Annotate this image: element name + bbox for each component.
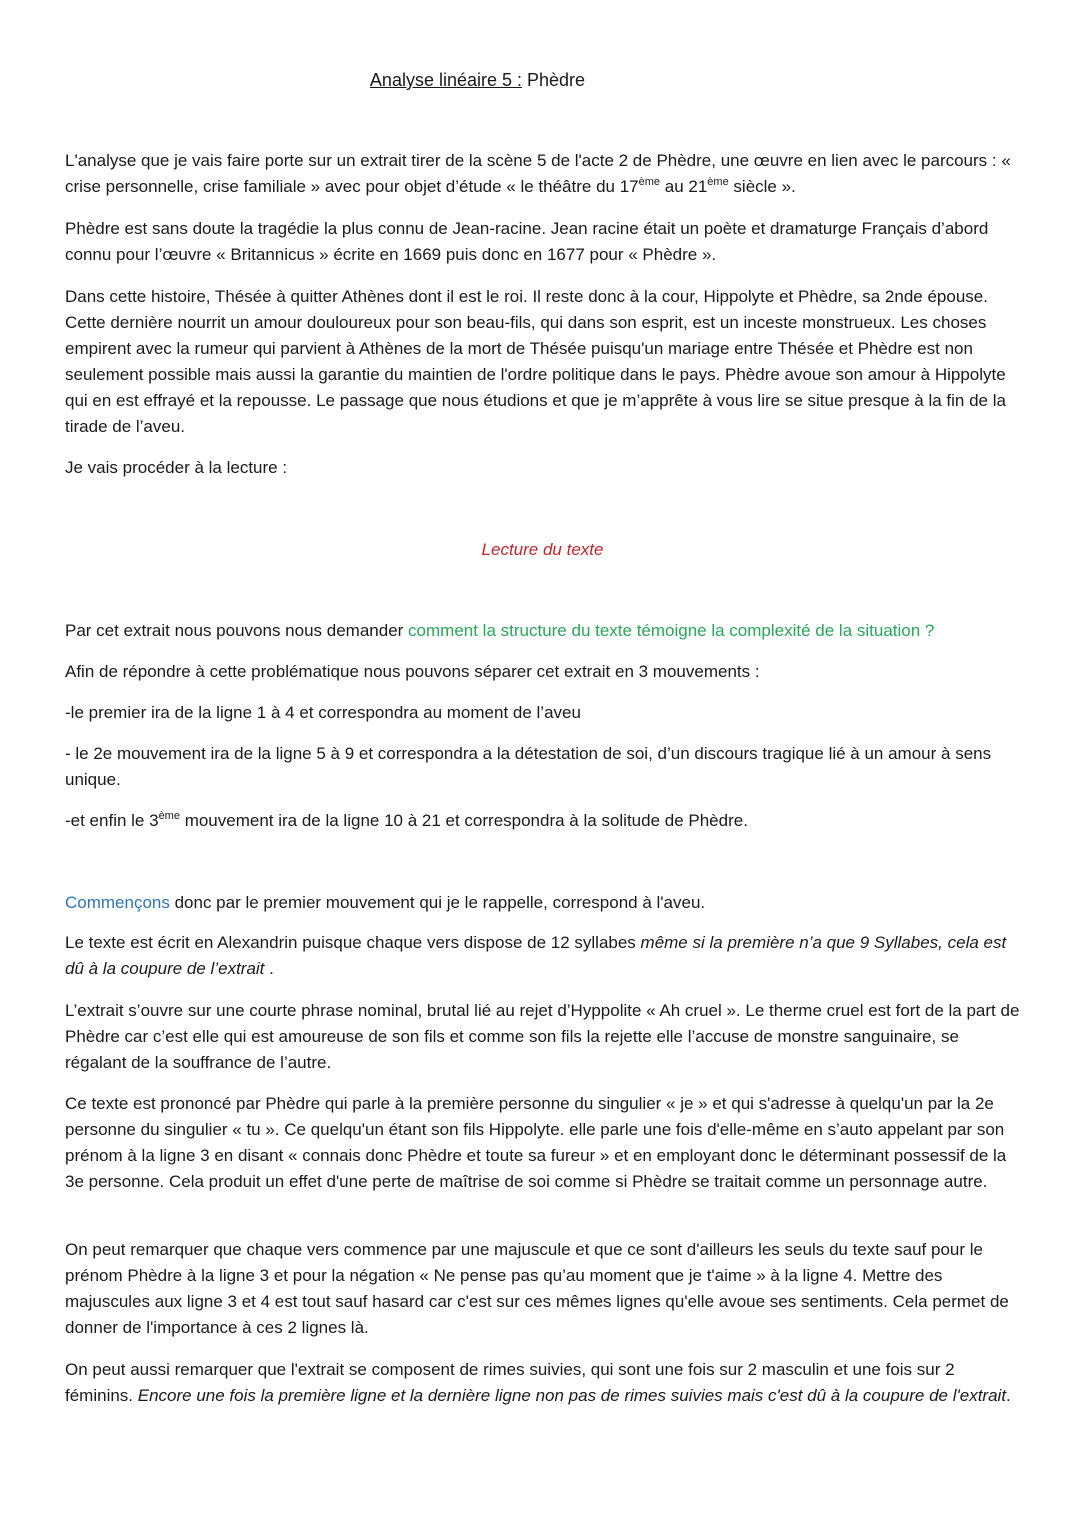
analysis-paragraph-1 — [65, 890, 1020, 916]
analysis-text: donc par le premier mouvement qui je le rappelle, correspond à l'aveu. — [169, 893, 706, 912]
analysis-italic: même si la première n’a que 9 Syllabes, cela est dû à la coupure de l’extrait — [65, 933, 1007, 978]
superscript: ème — [638, 176, 661, 188]
intro-paragraph-1 — [65, 148, 1020, 200]
movement-3-text: mouvement ira de la ligne 10 à 21 et correspondra à la solitude de Phèdre. — [179, 811, 748, 830]
plan-intro: Afin de répondre à cette problématique nous pouvons séparer cet extrait en 3 mouvements : — [65, 662, 760, 681]
analysis-paragraph-2 — [65, 930, 1020, 982]
reading-heading: Lecture du texte — [481, 540, 604, 559]
analysis-text: Le texte est écrit en Alexandrin puisque chaque vers dispose de 12 syllabes — [65, 933, 641, 952]
analysis-paragraph-3: L’extrait s’ouvre sur une courte phrase nominal, brutal lié au rejet d’Hyppolite « Ah cruel ». Le therme cruel est fort de la part de Phèdre car c’est elle qui est amoureuse de son fils et comme son fils la rejette elle l’accuse de monstre sanguinaire, se régalant de la souffrance de l’autre. — [65, 1001, 1020, 1072]
problem-statement — [65, 618, 1020, 644]
superscript: ème — [158, 810, 180, 822]
intro-p1-text: au 21 — [660, 177, 708, 196]
analysis-paragraph-6 — [65, 1357, 1020, 1409]
analysis-italic: Encore une fois la première ligne et la dernière ligne non pas de rimes suivies mais c'est dû à la coupure de l'extrait — [137, 1386, 1007, 1405]
analysis-paragraph-4: Ce texte est prononcé par Phèdre qui parle à la première personne du singulier « je » et qui s'adresse à quelqu'un par la 2e personne du singulier « tu ». Ce quelqu'un étant son fils Hippolyte. elle parle une fois d'elle-même en s’auto appelant par son prénom à la ligne 3 en disant « connais donc Phèdre et toute sa fureur » et en employant donc le déterminant possessif de la 3e personne. Cela produit un effet d'une perte de maîtrise de soi comme si Phèdre se traitait comme un personnage autre. — [65, 1094, 1007, 1191]
title-underlined: Analyse linéaire 5 : — [369, 70, 523, 90]
analysis-paragraph-5: On peut remarquer que chaque vers commence par une majuscule et que ce sont d'ailleurs les seuls du texte sauf pour le prénom Phèdre à la ligne 3 et pour la négation « Ne pense pas qu’au moment que je t'aime » à la ligne 4. Mettre des majuscules aux ligne 3 et 4 est tout sauf hasard car c'est sur ces mêmes lignes qu'elle avoue ses sentiments. Cela permet de donner de l'importance à ces 2 lignes là. — [65, 1240, 1009, 1337]
intro-p1-text: L'analyse que je vais faire porte sur un extrait tirer de la scène 5 de l'acte 2 de Phèdre, une œuvre en lien avec le parcours : « crise personnelle, crise familiale » avec pour objet d’étude « le théâtre du 17 — [65, 151, 1011, 196]
superscript: ème — [707, 176, 729, 188]
highlight-word: Commençons — [65, 893, 170, 912]
intro-paragraph-4: Je vais procéder à la lecture : — [65, 458, 288, 477]
movement-3 — [65, 808, 1020, 834]
analysis-text: . — [264, 959, 274, 978]
movement-2: - le 2e mouvement ira de la ligne 5 à 9 et correspondra a la détestation de soi, d’un discours tragique lié à un amour à sens unique. — [65, 744, 992, 789]
movement-3-text: -et enfin le 3 — [65, 811, 159, 830]
intro-paragraph-3: Dans cette histoire, Thésée à quitter Athènes dont il est le roi. Il reste donc à la cour, Hippolyte et Phèdre, sa 2nde épouse. Cette dernière nourrit un amour douloureux pour son beau-fils, qui dans son esprit, est un inceste monstrueux. Les choses empirent avec la rumeur qui parvient à Athènes de la mort de Thésée puisqu'un mariage entre Thésée et Phèdre est non seulement possible mais aussi la garantie du maintien de l'ordre politique dans le pays. Phèdre avoue son amour à Hippolyte qui en est effrayé et la repousse. Le passage que nous étudions et que je m’apprête à vous lire se situe presque à la fin de la tirade de l’aveu. — [65, 287, 1006, 436]
problem-question: comment la structure du texte témoigne la complexité de la situation ? — [408, 621, 935, 640]
analysis-text: . — [1006, 1386, 1011, 1405]
movement-1: -le premier ira de la ligne 1 à 4 et correspondra au moment de l’aveu — [65, 703, 581, 722]
intro-paragraph-2: Phèdre est sans doute la tragédie la plus connu de Jean-racine. Jean racine était un poète et dramaturge Français d’abord connu pour l’œuvre « Britannicus » écrite en 1669 puis donc en 1677 pour « Phèdre ». — [65, 219, 989, 264]
problem-lead: Par cet extrait nous pouvons nous demander — [65, 621, 409, 640]
intro-p1-text: siècle ». — [728, 177, 796, 196]
title-rest: Phèdre — [522, 70, 586, 90]
analysis-text: On peut aussi remarquer que l'extrait se composent de rimes suivies, qui sont une fois sur 2 masculin et une fois sur 2 féminins. — [65, 1360, 955, 1405]
page-title — [0, 67, 955, 93]
